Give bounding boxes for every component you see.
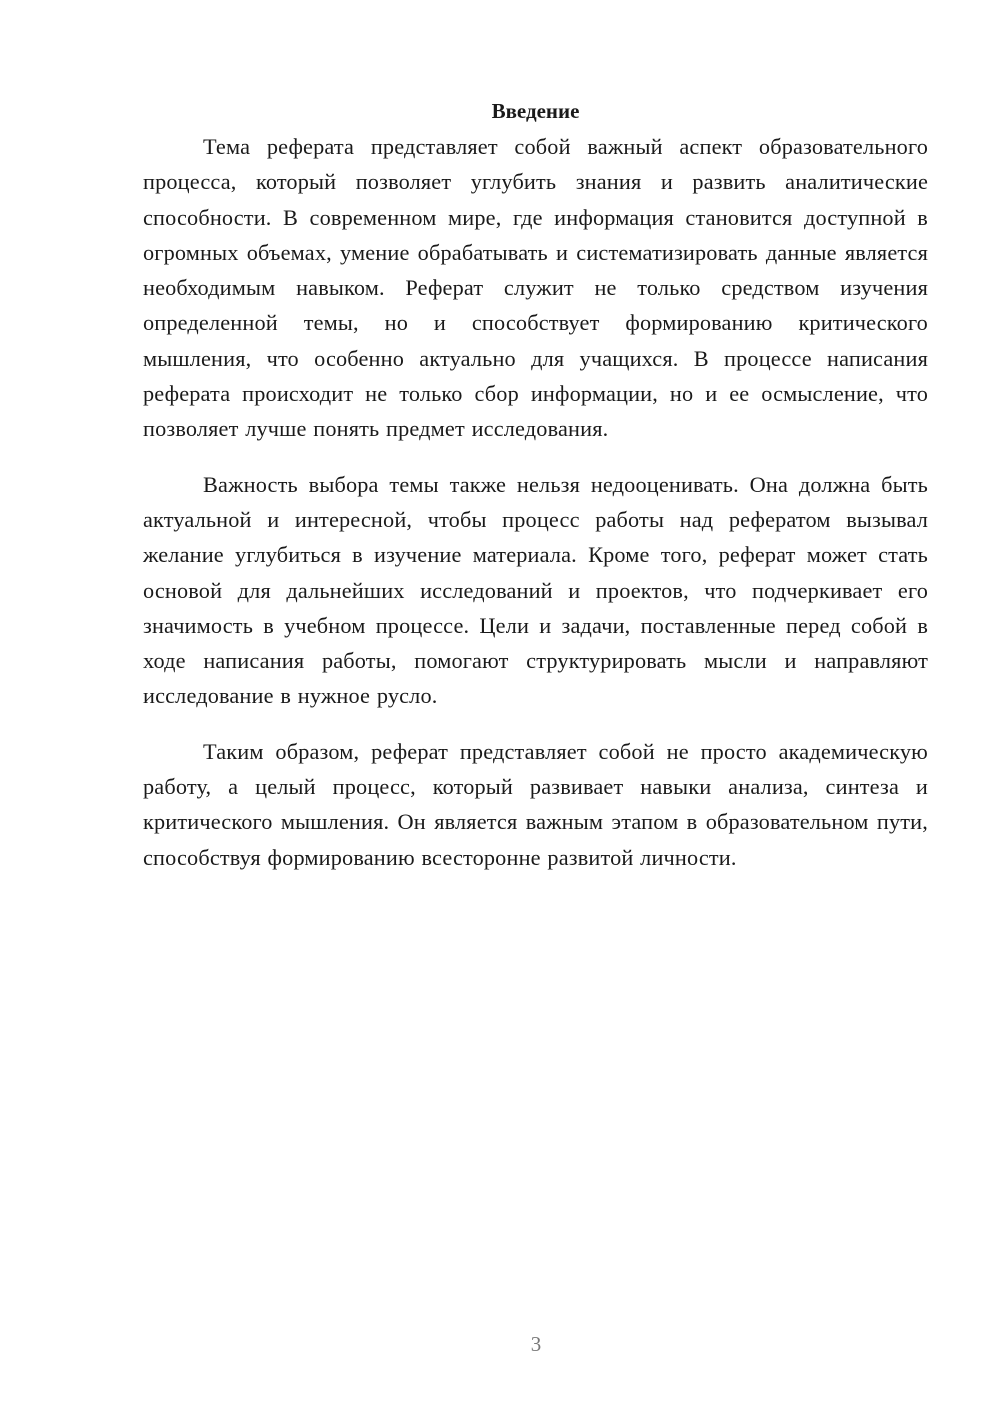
page-content [143,94,928,895]
paragraph-2: Важность выбора темы также нельзя недооценивать. Она должна быть актуальной и интересной, чтобы процесс работы над рефератом вызывал желание углубиться в изучение материала. Кроме того, реферат может стать основой для дальнейших исследований и проектов, что подчеркивает его значимость в учебном процессе. Цели и задачи, поставленные перед собой в ходе написания работы, помогают структурировать мысли и направляют исследование в нужное русло. [143,471,928,709]
section-title: Введение [491,99,580,123]
paragraph-1: Тема реферата представляет собой важный аспект образовательного процесса, который позволяет углубить знания и развить аналитические способности. В современном мире, где информация становится доступной в огромных объемах, умение обрабатывать и систематизировать данные является необходимым навыком. Реферат служит не только средством изучения определенной темы, но и способствует формированию критического мышления, что особенно актуально для учащихся. В процессе написания реферата происходит не только сбор информации, но и ее осмысление, что позволяет лучше понять предмет исследования. [143,134,928,442]
page-number: 3 [530,1332,542,1356]
paragraph-3: Таким образом, реферат представляет собой не просто академическую работу, а целый процесс, который развивает навыки анализа, синтеза и критического мышления. Он является важным этапом в образовательном пути, способствуя формированию всесторонне развитой личности. [143,738,928,870]
